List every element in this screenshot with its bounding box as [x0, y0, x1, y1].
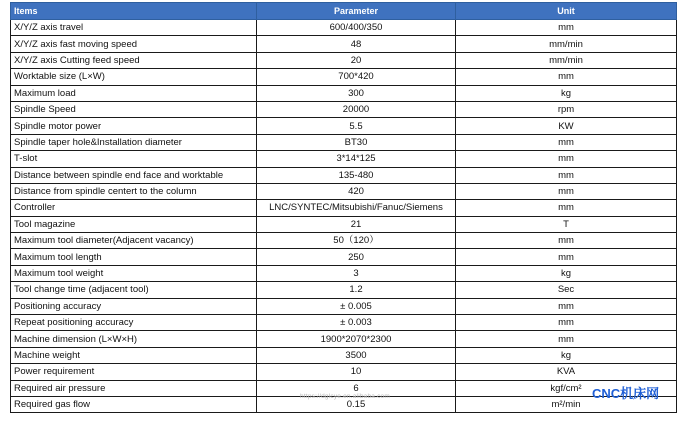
parameter-cell: 21	[257, 216, 456, 232]
unit-cell: Sec	[456, 282, 677, 298]
table-row	[11, 282, 677, 298]
brand-logo: CNC机床网	[592, 386, 660, 401]
item-cell: Tool magazine	[11, 216, 257, 232]
item-cell: Controller	[11, 200, 257, 216]
unit-cell: kgf/cm²	[456, 380, 677, 396]
parameter-cell: 48	[257, 36, 456, 52]
unit-cell: mm	[456, 331, 677, 347]
table-row	[11, 265, 677, 281]
parameter-cell: 600/400/350	[257, 20, 456, 36]
unit-cell: mm	[456, 20, 677, 36]
header-items: Items	[11, 3, 257, 20]
item-cell: X/Y/Z axis Cutting feed speed	[11, 52, 257, 68]
table-row	[11, 331, 677, 347]
parameter-cell: 20	[257, 52, 456, 68]
table-row	[11, 200, 677, 216]
item-cell: Machine weight	[11, 347, 257, 363]
item-cell: T-slot	[11, 151, 257, 167]
parameter-cell: 300	[257, 85, 456, 101]
table-row	[11, 315, 677, 331]
table-row	[11, 183, 677, 199]
table-row	[11, 36, 677, 52]
unit-cell: mm	[456, 167, 677, 183]
table-row	[11, 216, 677, 232]
table-row	[11, 249, 677, 265]
item-cell: Power requirement	[11, 364, 257, 380]
item-cell: Distance between spindle end face and worktable	[11, 167, 257, 183]
unit-cell: mm	[456, 249, 677, 265]
spec-table	[10, 2, 677, 413]
unit-cell: T	[456, 216, 677, 232]
unit-cell: mm	[456, 183, 677, 199]
unit-cell: mm/min	[456, 52, 677, 68]
item-cell: Spindle Speed	[11, 101, 257, 117]
table-row	[11, 85, 677, 101]
parameter-cell: 420	[257, 183, 456, 199]
table-row	[11, 233, 677, 249]
parameter-cell: 700*420	[257, 69, 456, 85]
parameter-cell: 5.5	[257, 118, 456, 134]
table-row	[11, 118, 677, 134]
table-row	[11, 151, 677, 167]
unit-cell: rpm	[456, 101, 677, 117]
table-row	[11, 52, 677, 68]
unit-cell: mm/min	[456, 36, 677, 52]
parameter-cell: 6	[257, 380, 456, 396]
parameter-cell: 3*14*125	[257, 151, 456, 167]
parameter-cell: 20000	[257, 101, 456, 117]
header-unit: Unit	[456, 3, 677, 20]
unit-cell: mm	[456, 233, 677, 249]
item-cell: Spindle motor power	[11, 118, 257, 134]
unit-cell: mm	[456, 134, 677, 150]
parameter-cell: LNC/SYNTEC/Mitsubishi/Fanuc/Siemens	[257, 200, 456, 216]
unit-cell: mm	[456, 200, 677, 216]
header-parameter: Parameter	[257, 3, 456, 20]
unit-cell: mm	[456, 151, 677, 167]
item-cell: Maximum tool weight	[11, 265, 257, 281]
table-row	[11, 20, 677, 36]
item-cell: Maximum tool diameter(Adjacent vacancy)	[11, 233, 257, 249]
parameter-cell: 135-480	[257, 167, 456, 183]
table-row	[11, 101, 677, 117]
parameter-cell: ± 0.003	[257, 315, 456, 331]
item-cell: Tool change time (adjacent tool)	[11, 282, 257, 298]
item-cell: Required air pressure	[11, 380, 257, 396]
unit-cell: mm	[456, 298, 677, 314]
watermark-text: https://dglcye.en.alibaba.com	[300, 393, 390, 400]
parameter-cell: ± 0.005	[257, 298, 456, 314]
parameter-cell: 50（120）	[257, 233, 456, 249]
parameter-cell: 3	[257, 265, 456, 281]
table-row	[11, 69, 677, 85]
table-row	[11, 347, 677, 363]
table-row	[11, 364, 677, 380]
item-cell: X/Y/Z axis fast moving speed	[11, 36, 257, 52]
table-row	[11, 298, 677, 314]
item-cell: Maximum load	[11, 85, 257, 101]
unit-cell: m²/min	[456, 396, 677, 412]
item-cell: Repeat positioning accuracy	[11, 315, 257, 331]
parameter-cell: 3500	[257, 347, 456, 363]
item-cell: Positioning accuracy	[11, 298, 257, 314]
item-cell: Required gas flow	[11, 396, 257, 412]
parameter-cell: 10	[257, 364, 456, 380]
unit-cell: mm	[456, 315, 677, 331]
item-cell: Machine dimension (L×W×H)	[11, 331, 257, 347]
table-row	[11, 167, 677, 183]
item-cell: Spindle taper hole&Installation diameter	[11, 134, 257, 150]
unit-cell: kg	[456, 85, 677, 101]
parameter-cell: 1900*2070*2300	[257, 331, 456, 347]
unit-cell: kg	[456, 347, 677, 363]
unit-cell: kg	[456, 265, 677, 281]
unit-cell: KW	[456, 118, 677, 134]
item-cell: X/Y/Z axis travel	[11, 20, 257, 36]
table-row	[11, 134, 677, 150]
parameter-cell: 1.2	[257, 282, 456, 298]
parameter-cell: 250	[257, 249, 456, 265]
item-cell: Worktable size (L×W)	[11, 69, 257, 85]
parameter-cell: 0.15	[257, 396, 456, 412]
parameter-cell: BT30	[257, 134, 456, 150]
header-row	[11, 3, 677, 20]
item-cell: Distance from spindle centert to the column	[11, 183, 257, 199]
unit-cell: mm	[456, 69, 677, 85]
item-cell: Maximum tool length	[11, 249, 257, 265]
unit-cell: KVA	[456, 364, 677, 380]
